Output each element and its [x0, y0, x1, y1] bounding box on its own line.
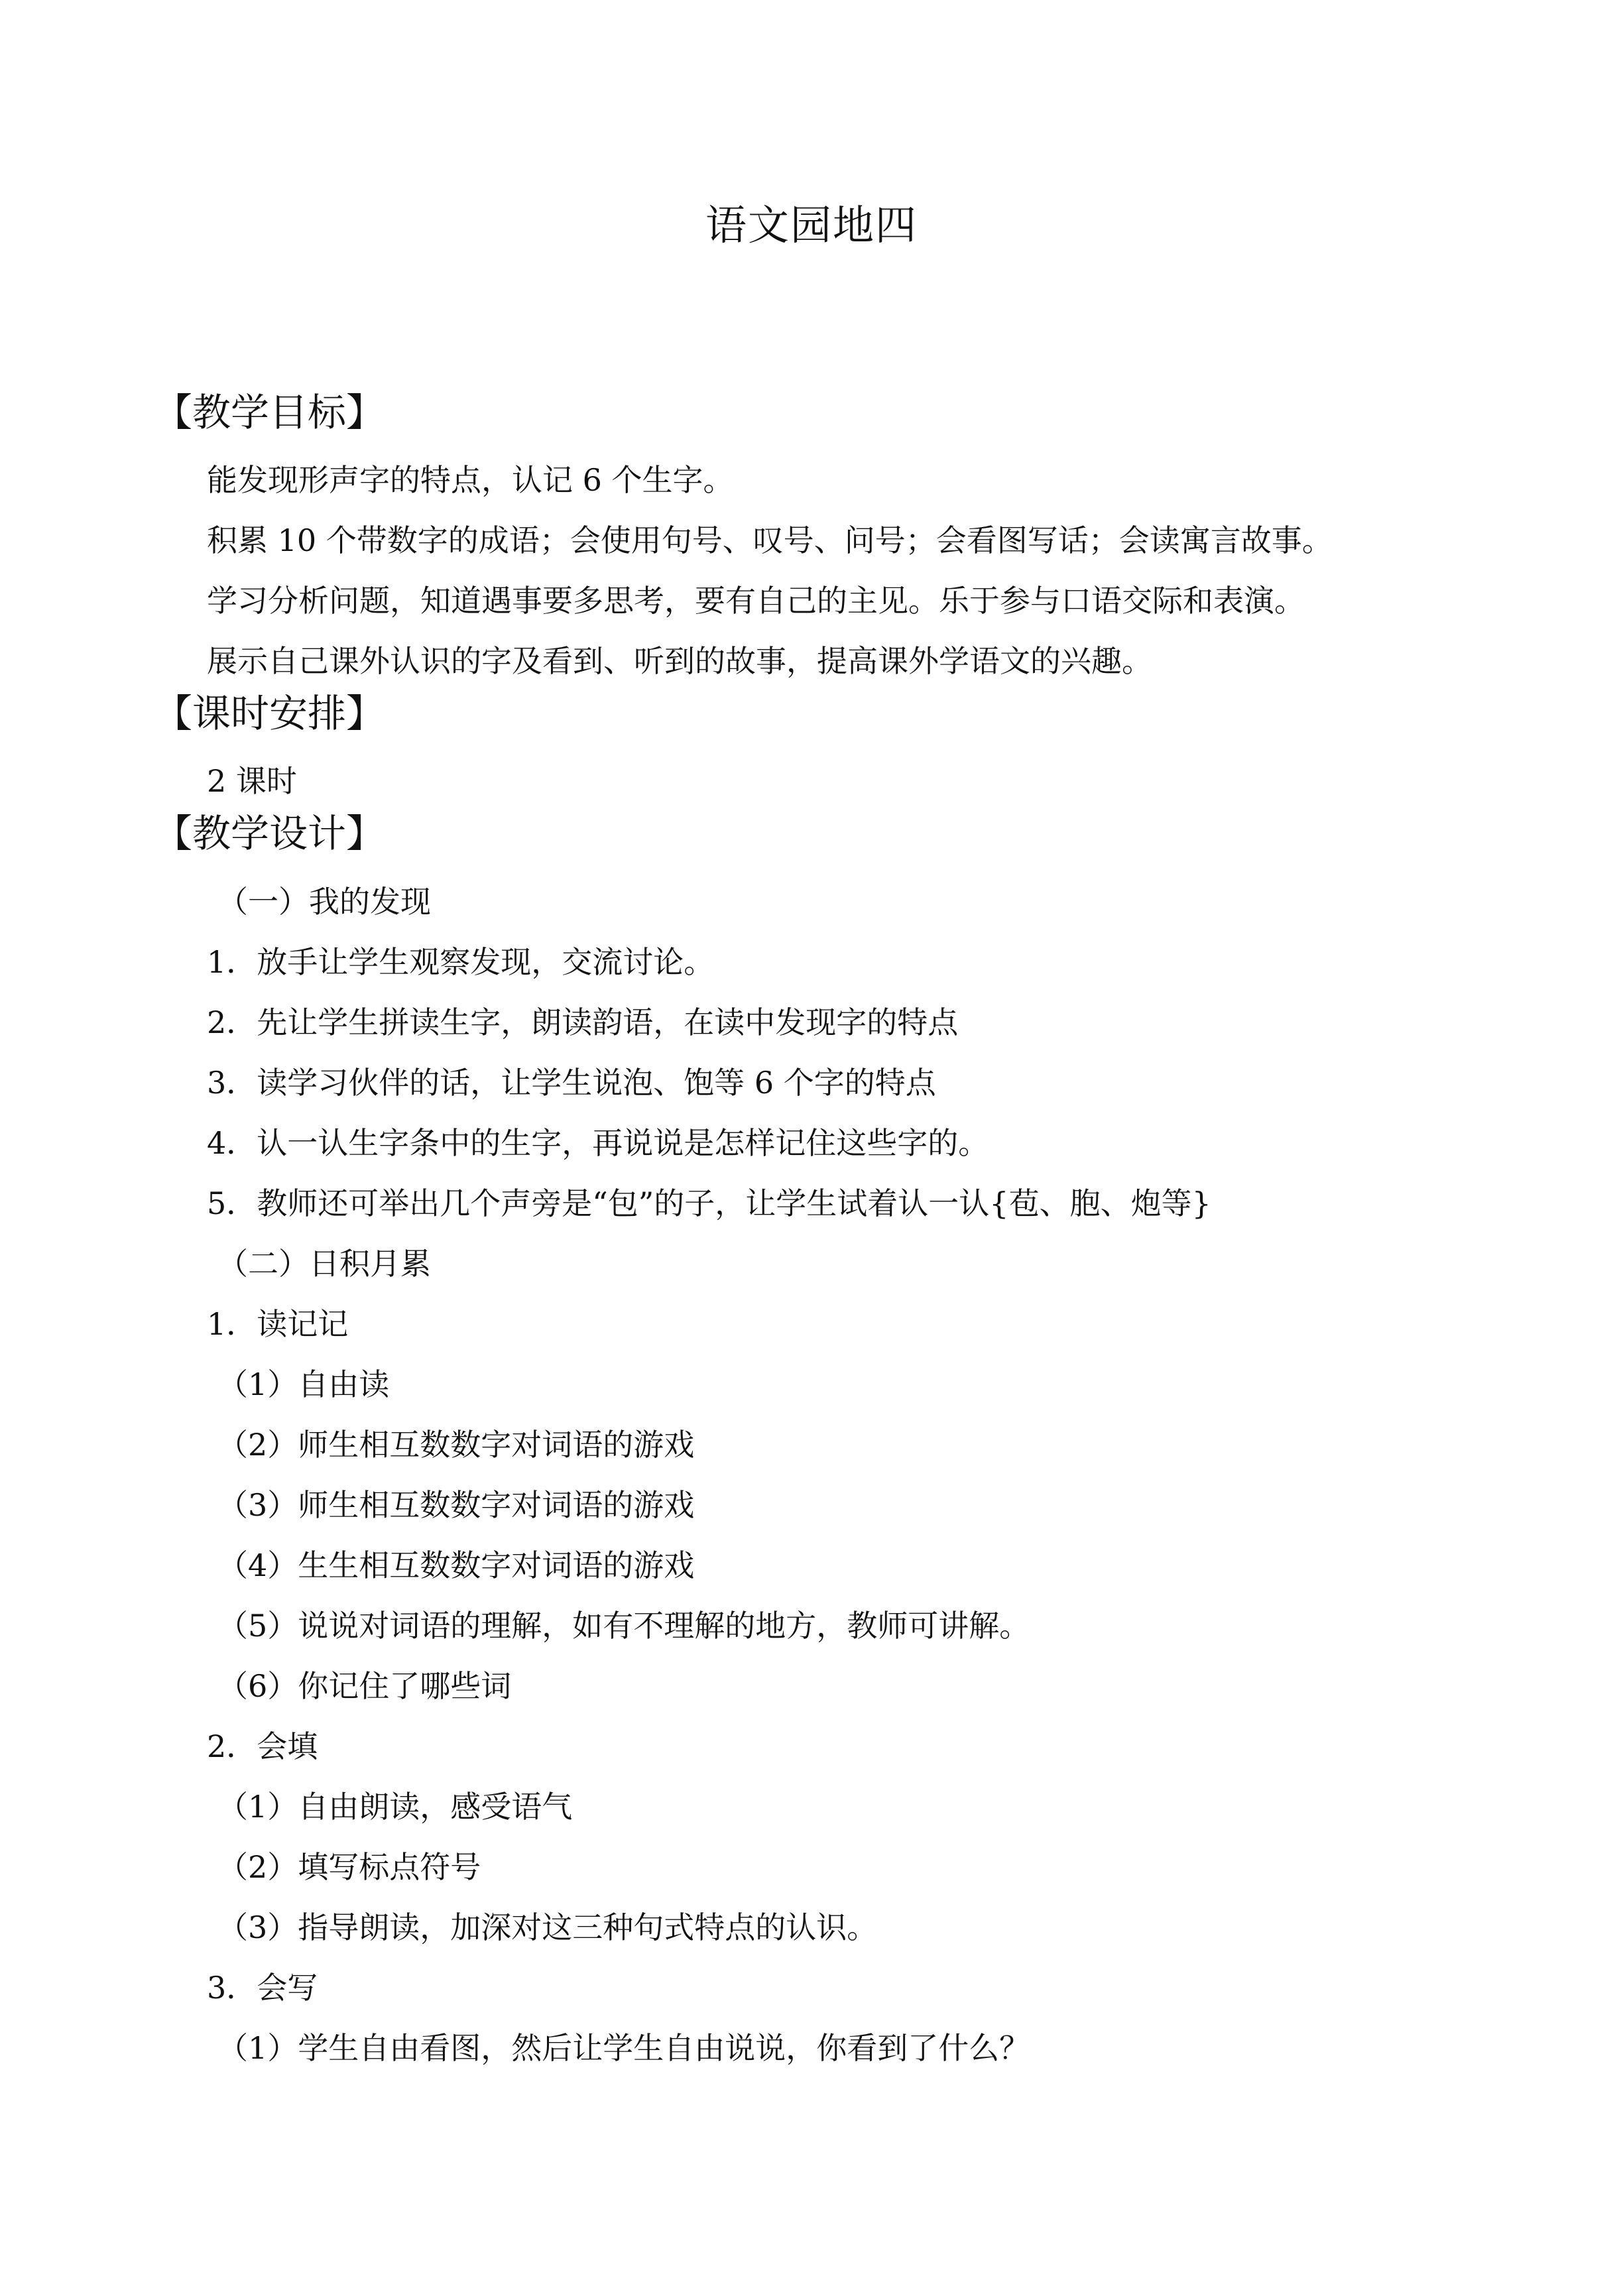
schedule-text: 2 课时	[207, 763, 297, 799]
design-line: （1）自由朗读，感受语气	[217, 1789, 573, 1825]
design-line: （5）说说对词语的理解，如有不理解的地方，教师可讲解。	[217, 1608, 1030, 1644]
design-line: （1）学生自由看图，然后让学生自由说说，你看到了什么？	[217, 2030, 1030, 2066]
heading-design: 【教学设计】	[154, 811, 385, 856]
design-line: 1．读记记	[207, 1306, 349, 1342]
objective-item-4: 展示自己课外认识的字及看到、听到的故事，提高课外学语文的兴趣。	[207, 643, 1152, 679]
design-line: （1）自由读	[217, 1366, 390, 1402]
page-title: 语文园地四	[705, 201, 918, 249]
design-line: 3．会写	[207, 1970, 318, 2006]
objective-item-1: 能发现形声字的特点，认记 6 个生字。	[207, 462, 734, 498]
design-line: （4）生生相互数数字对词语的游戏	[217, 1547, 695, 1583]
design-line: （6）你记住了哪些词	[217, 1668, 512, 1704]
objective-item-3: 学习分析问题，知道遇事要多思考，要有自己的主见。乐于参与口语交际和表演。	[207, 583, 1305, 619]
design-line: 1．放手让学生观察发现，交流讨论。	[207, 944, 715, 980]
design-line: （2）填写标点符号	[217, 1849, 481, 1885]
design-line: 2．会填	[207, 1728, 318, 1764]
design-line: 4．认一认生字条中的生字，再说说是怎样记住这些字的。	[207, 1125, 989, 1161]
objective-item-2: 积累 10 个带数字的成语；会使用句号、叹号、问号；会看图写话；会读寓言故事。	[207, 522, 1333, 558]
heading-schedule: 【课时安排】	[154, 691, 385, 736]
design-line: （3）指导朗读，加深对这三种句式特点的认识。	[217, 1909, 878, 1945]
design-line: 2．先让学生拼读生字，朗读韵语，在读中发现字的特点	[207, 1004, 959, 1040]
heading-objectives: 【教学目标】	[154, 390, 385, 435]
design-line: 5．教师还可举出几个声旁是“包”的子，让学生试着认一认{苞、胞、炮等}	[207, 1185, 1211, 1221]
design-line: 3．读学习伙伴的话，让学生说泡、饱等 6 个字的特点	[207, 1065, 936, 1101]
design-line: （3）师生相互数数字对词语的游戏	[217, 1487, 695, 1523]
design-line: （一）我的发现	[217, 884, 431, 920]
design-line: （二）日积月累	[217, 1246, 431, 1282]
design-line: （2）师生相互数数字对词语的游戏	[217, 1427, 695, 1463]
